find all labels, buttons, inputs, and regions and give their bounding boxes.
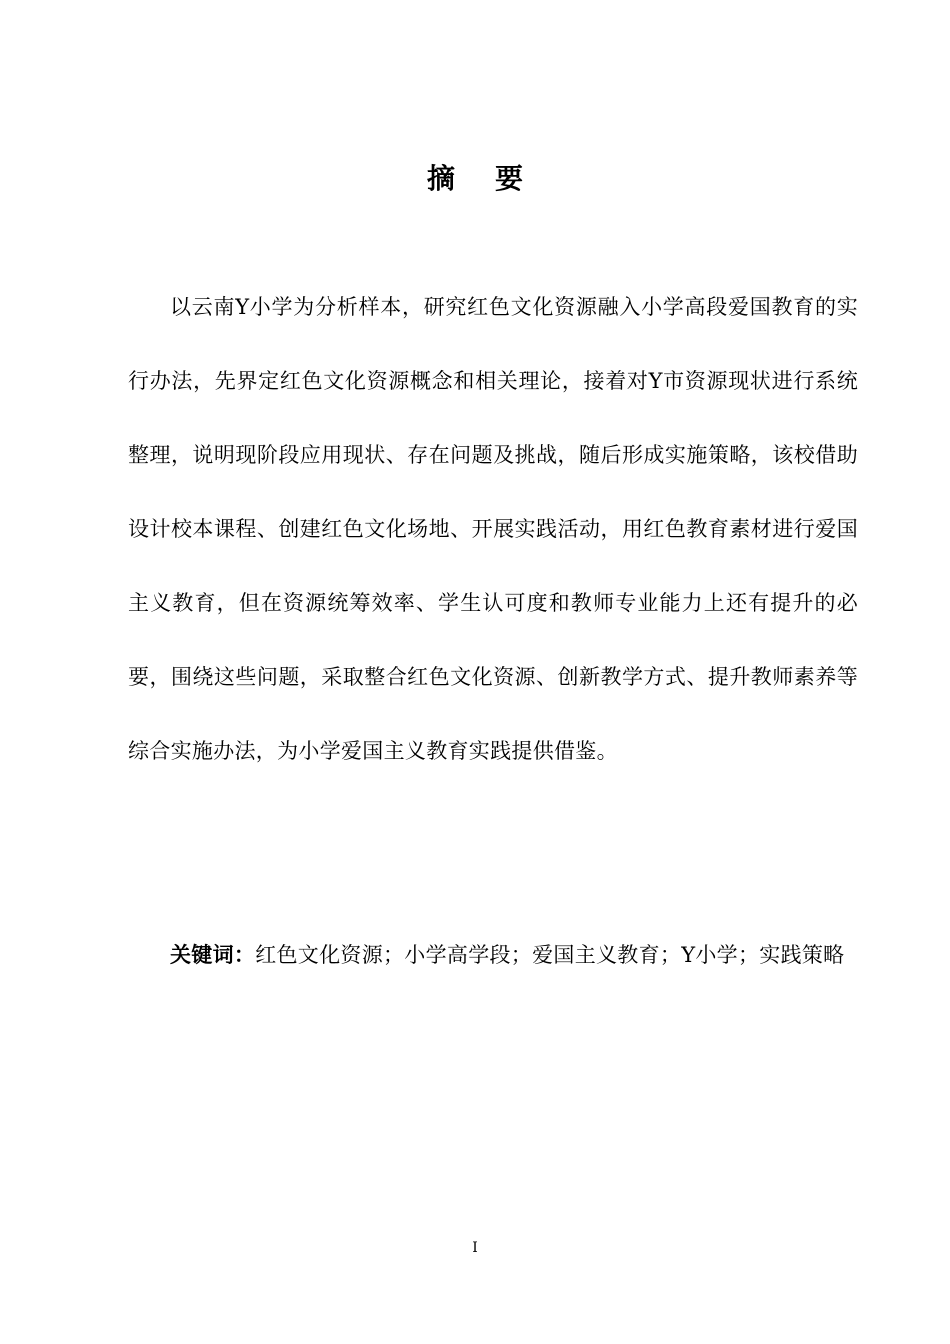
- page-number: I: [472, 1240, 478, 1256]
- title-char-2: 要: [495, 162, 524, 195]
- page-title: [0, 155, 950, 203]
- title-char-1: 摘: [426, 162, 455, 195]
- keywords-label: 关键词：: [170, 943, 256, 967]
- keywords-paragraph: [128, 918, 858, 992]
- keywords-text: 红色文化资源；小学高学段；爱国主义教育；Y小学；实践策略: [255, 943, 845, 967]
- abstract-paragraph: 以云南Y小学为分析样本，研究红色文化资源融入小学高段爱国教育的实行办法，先界定红色文化资源概念和相关理论，接着对Y市资源现状进行系统整理，说明现阶段应用现状、存在问题及挑战，随后形成实施策略，该校借助设计校本课程、创建红色文化场地、开展实践活动，用红色教育素材进行爱国主义教育，但在资源统筹效率、学生认可度和教师专业能力上还有提升的必要，围绕这些问题，采取整合红色文化资源、创新教学方式、提升教师素养等综合实施办法，为小学爱国主义教育实践提供借鉴。: [128, 295, 858, 763]
